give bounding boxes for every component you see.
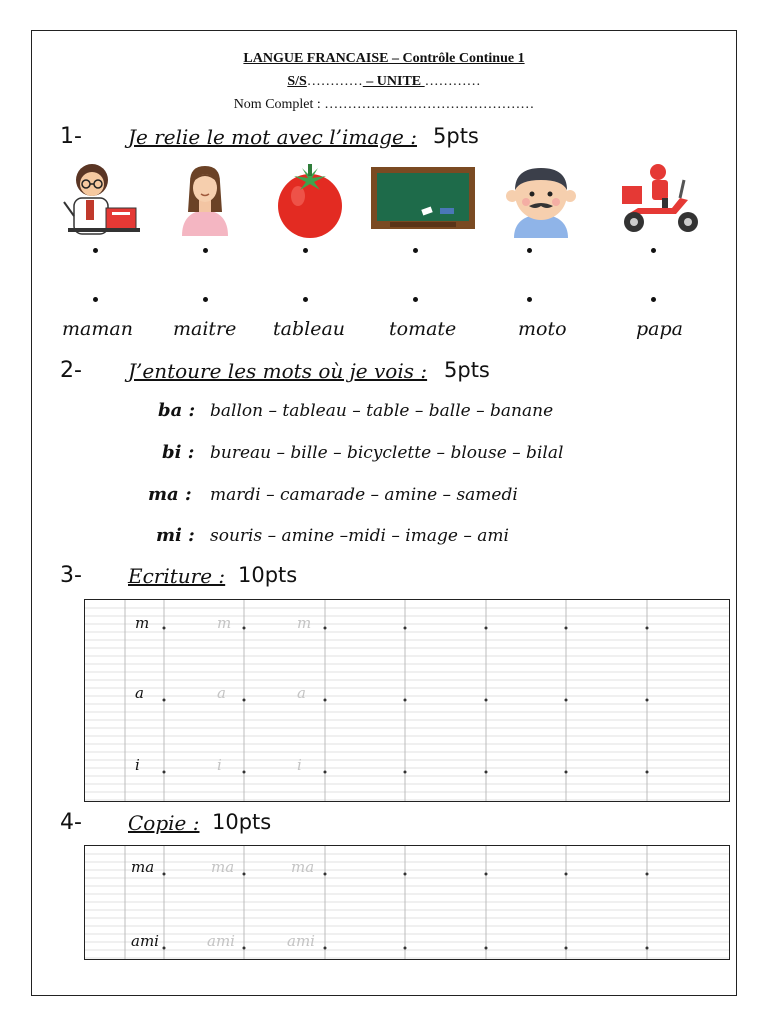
guide-dot — [404, 771, 407, 774]
section-1-title: Je relie le mot avec l’image : — [128, 125, 417, 149]
guide-dot — [324, 627, 327, 630]
section-4-title: Copie : — [128, 811, 200, 835]
trace-letter: m — [297, 614, 312, 632]
section-1-number: 1- — [60, 124, 82, 149]
match-word: papa — [636, 318, 683, 340]
section-2-number: 2- — [60, 358, 82, 383]
ss-label: S/S — [287, 74, 307, 89]
guide-dot — [565, 873, 568, 876]
match-dot[interactable] — [413, 248, 418, 253]
section-4-points: 10pts — [212, 810, 272, 834]
worksheet-subtitle — [0, 74, 768, 90]
section-4-number: 4- — [60, 810, 82, 835]
guide-dot — [243, 771, 246, 774]
guide-dot — [163, 873, 166, 876]
guide-dot — [646, 627, 649, 630]
trace-letter: a — [297, 684, 306, 702]
unite-label: – UNITE — [362, 74, 425, 89]
syllable-key: ma : — [148, 484, 192, 505]
match-dot[interactable] — [651, 248, 656, 253]
guide-dot — [565, 699, 568, 702]
model-word: ma — [131, 858, 155, 876]
syllable-key: ba : — [158, 400, 196, 421]
model-letter: m — [135, 614, 150, 632]
guide-dot — [565, 771, 568, 774]
trace-word: ma — [291, 858, 315, 876]
guide-dot — [565, 627, 568, 630]
match-word: tomate — [389, 318, 457, 340]
syllable-key: mi : — [156, 525, 195, 546]
guide-dot — [324, 873, 327, 876]
syllable-key: bi : — [162, 442, 195, 463]
unite-dots: ………… — [424, 74, 481, 89]
match-word: maitre — [173, 318, 237, 340]
syllable-words: bureau – bille – bicyclette – blouse – bilal — [210, 443, 564, 463]
guide-dot — [485, 699, 488, 702]
teacher-icon — [60, 158, 142, 238]
guide-dot — [646, 947, 649, 950]
model-letter: a — [135, 684, 144, 702]
trace-word: ma — [211, 858, 235, 876]
worksheet-title: LANGUE FRANCAISE – Contrôle Continue 1 — [243, 51, 525, 66]
guide-dot — [565, 947, 568, 950]
guide-dot — [324, 947, 327, 950]
syllable-words: ballon – tableau – table – balle – banane — [210, 401, 554, 421]
guide-dot — [485, 947, 488, 950]
section-3-number: 3- — [60, 563, 82, 588]
syllable-words: mardi – camarade – amine – samedi — [210, 485, 518, 505]
guide-dot — [404, 627, 407, 630]
tomato-icon — [270, 160, 350, 240]
guide-dot — [163, 699, 166, 702]
match-dot[interactable] — [303, 297, 308, 302]
guide-dot — [646, 873, 649, 876]
match-dot[interactable] — [413, 297, 418, 302]
grandpa-icon — [498, 160, 584, 240]
guide-dot — [243, 947, 246, 950]
copy-grid — [84, 845, 730, 960]
trace-letter: i — [217, 756, 222, 774]
ruling-lines — [85, 846, 729, 959]
trace-letter: m — [217, 614, 232, 632]
guide-dot — [404, 947, 407, 950]
guide-dot — [485, 771, 488, 774]
match-dot[interactable] — [93, 297, 98, 302]
guide-dot — [243, 873, 246, 876]
trace-word: ami — [287, 932, 315, 950]
guide-dot — [404, 873, 407, 876]
match-dot[interactable] — [651, 297, 656, 302]
guide-dot — [485, 873, 488, 876]
trace-letter: i — [297, 756, 302, 774]
match-dot[interactable] — [93, 248, 98, 253]
match-word: moto — [518, 318, 567, 340]
section-2-points: 5pts — [444, 358, 490, 382]
guide-dot — [243, 627, 246, 630]
syllable-words: souris – amine –midi – image – ami — [210, 526, 509, 546]
guide-dot — [485, 627, 488, 630]
guide-dot — [243, 699, 246, 702]
match-word: maman — [62, 318, 133, 340]
guide-dot — [646, 771, 649, 774]
trace-letter: a — [217, 684, 226, 702]
chalkboard-icon — [370, 166, 476, 230]
match-dot[interactable] — [527, 297, 532, 302]
guide-dot — [163, 627, 166, 630]
match-dot[interactable] — [203, 297, 208, 302]
ruling-lines — [85, 600, 729, 801]
guide-dot — [324, 771, 327, 774]
model-letter: i — [135, 756, 140, 774]
model-word: ami — [131, 932, 159, 950]
match-dot[interactable] — [527, 248, 532, 253]
guide-dot — [404, 699, 407, 702]
writing-grid — [84, 599, 730, 802]
guide-dot — [324, 699, 327, 702]
scooter-delivery-icon — [618, 160, 706, 238]
match-word: tableau — [273, 318, 346, 340]
match-dot[interactable] — [203, 248, 208, 253]
guide-dot — [646, 699, 649, 702]
woman-icon — [168, 162, 242, 238]
guide-dot — [163, 771, 166, 774]
section-1-points: 5pts — [433, 124, 479, 148]
section-3-title: Ecriture : — [128, 564, 226, 588]
section-3-points: 10pts — [238, 563, 298, 587]
guide-dot — [163, 947, 166, 950]
match-dot[interactable] — [303, 248, 308, 253]
section-2-title: J’entoure les mots où je vois : — [128, 359, 428, 383]
student-name-line: Nom Complet : ……………………………………… — [233, 97, 535, 112]
ss-dots: ………… — [306, 74, 363, 89]
trace-word: ami — [207, 932, 235, 950]
